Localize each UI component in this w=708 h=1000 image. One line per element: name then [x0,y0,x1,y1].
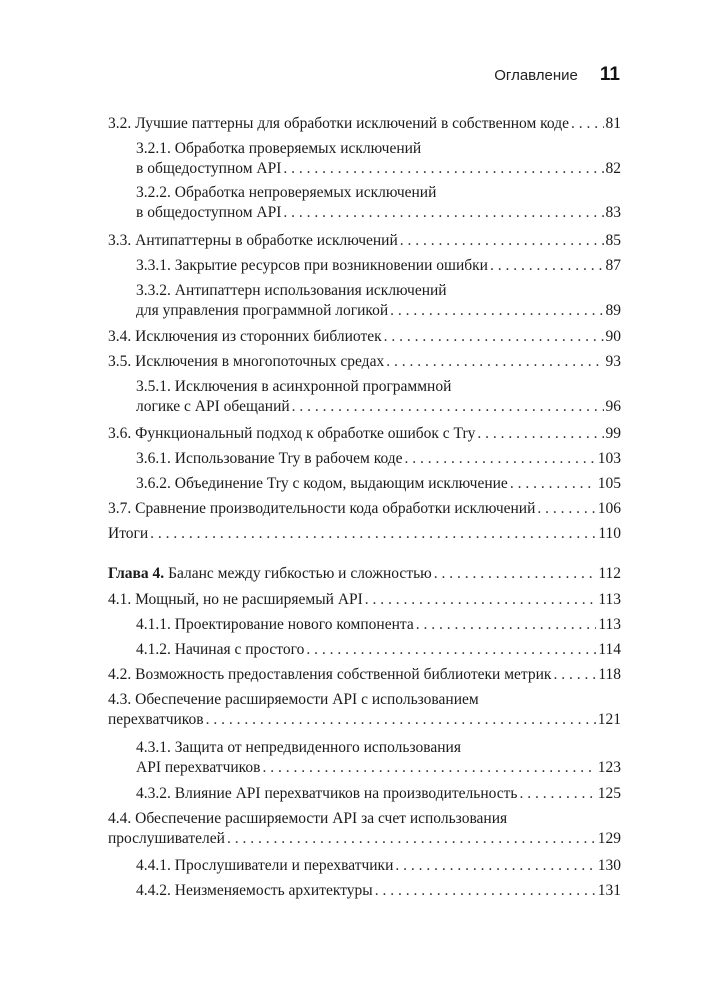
toc-page-number: 131 [597,882,621,899]
toc-entry-text: 3.2.1. Обработка проверяемых исключений [136,140,422,157]
dot-leader [227,829,596,849]
toc-entry-3-5[interactable] [108,352,621,372]
toc-entry-3-6[interactable] [108,424,621,444]
toc-entry-text: 3.3.1. Закрытие ресурсов при возникновении ошибки [136,257,488,274]
toc-entry-text: 4.1. Мощный, но не расширяемый API [108,591,363,608]
toc-entry-text: Итоги [108,525,149,542]
dot-leader [490,256,604,276]
dot-leader [537,499,595,519]
toc-entry-text-cont: для управления программной логикой [136,302,389,319]
dot-leader [365,590,597,610]
toc-entry-3-6-1[interactable] [136,449,621,469]
toc-page-number: 89 [605,302,621,319]
toc-entry-4-3-2[interactable] [136,784,621,804]
toc-entry-text: 4.4. Обеспечение расширяемости API за счет использования [108,810,508,827]
toc-entry-3-2[interactable] [108,114,621,134]
toc-entry-summary[interactable] [108,524,621,544]
toc-entry-text: 4.1.2. Начиная с простого [136,641,305,658]
toc-entry-text: 3.6.2. Объединение Try с кодом, выдающим исключение [136,475,508,492]
dot-leader [292,397,604,417]
dot-leader [434,564,597,584]
toc-page-number: 99 [605,425,621,442]
toc-page-number: 83 [605,204,621,221]
toc-page-number: 106 [597,500,621,517]
toc-entry-4-3[interactable] [108,690,621,730]
running-header-title: Оглавление [494,67,578,84]
toc-page-number: 96 [605,398,621,415]
toc-page-number: 113 [598,591,621,608]
dot-leader [510,474,596,494]
toc-entry-text-cont: API перехватчиков [136,759,261,776]
toc-entry-3-2-2[interactable] [136,183,621,223]
toc-entry-text: 3.5. Исключения в многопоточных средах [108,353,385,370]
toc-entry-text: 3.4. Исключения из сторонних библиотек [108,328,382,345]
toc-page-number: 85 [605,232,621,249]
toc-entry-text: 4.4.1. Прослушиватели и перехватчики [136,857,394,874]
toc-page-number: 82 [605,160,621,177]
toc-entry-text: Баланс между гибкостью и сложностью [168,565,432,582]
toc-page-number: 114 [598,641,621,658]
dot-leader [520,784,596,804]
toc-entry-text: 3.5.1. Исключения в асинхронной программной [136,378,452,395]
toc-entry-4-4-1[interactable] [136,856,621,876]
dot-leader [405,449,596,469]
toc-entry-3-6-2[interactable] [136,474,621,494]
toc-entry-text-cont: прослушивателей [108,830,225,847]
toc-page-number: 90 [605,328,621,345]
dot-leader [390,301,603,321]
toc-entry-3-3-1[interactable] [136,256,621,276]
toc-page-number: 125 [597,785,621,802]
dot-leader [206,710,596,730]
toc-entry-text: 3.3.2. Антипаттерн использования исключений [136,282,447,299]
dot-leader [306,640,596,660]
toc-entry-text-cont: в общедоступном API [136,160,282,177]
toc-entry-3-7[interactable] [108,499,621,519]
toc-entry-3-3-2[interactable] [136,281,621,321]
toc-entry-3-3[interactable] [108,231,621,251]
toc-entry-text: 4.4.2. Неизменяемость архитектуры [136,882,373,899]
toc-page-number: 121 [597,711,621,728]
toc-page-number: 130 [597,857,621,874]
page-number: 11 [599,64,620,85]
toc-entry-text-cont: логике с API обещаний [136,398,290,415]
toc-page-number: 113 [598,616,621,633]
toc-entry-text: 3.7. Сравнение производительности кода обработки исключений [108,500,536,517]
dot-leader [283,159,603,179]
toc-entry-text: 3.6. Функциональный подход к обработке ошибок с Try [108,425,476,442]
toc-entry-text-cont: перехватчиков [108,711,204,728]
toc-entry-text: 4.3.1. Защита от непредвиденного использования [136,739,461,756]
dot-leader [395,856,595,876]
toc-page-number: 123 [597,759,621,776]
dot-leader [384,327,604,347]
dot-leader [375,881,596,901]
toc-page-number: 87 [605,257,621,274]
toc-entry-4-2[interactable] [108,665,621,685]
toc-entry-4-4[interactable] [108,809,621,849]
toc-entry-4-1-1[interactable] [136,615,621,635]
chapter-label: Глава 4. [108,565,165,582]
toc-entry-text: 3.6.1. Использование Try в рабочем коде [136,450,403,467]
toc-page-number: 110 [598,525,621,542]
toc-page-number: 93 [605,353,621,370]
toc-entry-text: 3.2.2. Обработка непроверяемых исключений [136,184,437,201]
toc-entry-4-3-1[interactable] [136,738,621,778]
dot-leader [571,114,604,134]
toc-entry-text: 4.2. Возможность предоставления собственной библиотеки метрик [108,666,552,683]
toc-page-number: 105 [597,475,621,492]
toc-entry-text-cont: в общедоступном API [136,204,282,221]
dot-leader [400,231,604,251]
toc-entry-text: 4.3. Обеспечение расширяемости API с использованием [108,691,479,708]
toc-page-number: 103 [597,450,621,467]
dot-leader [283,203,603,223]
toc-page-number: 81 [605,115,621,132]
toc-page-number: 112 [598,565,621,582]
toc-entry-4-1-2[interactable] [136,640,621,660]
toc-entry-4-1[interactable] [108,590,621,610]
dot-leader [416,615,597,635]
toc-entry-text: 4.3.2. Влияние API перехватчиков на производительность [136,785,518,802]
dot-leader [262,758,595,778]
toc-entry-3-2-1[interactable] [136,139,621,179]
toc-entry-4-4-2[interactable] [136,881,621,901]
toc-page-number: 118 [598,666,621,683]
dot-leader [477,424,603,444]
dot-leader [386,352,603,372]
toc-page-number: 129 [597,830,621,847]
toc-entry-text: 3.3. Антипаттерны в обработке исключений [108,232,398,249]
toc-entry-text: 4.1.1. Проектирование нового компонента [136,616,414,633]
toc-entry-text: 3.2. Лучшие паттерны для обработки исключений в собственном коде [108,115,569,132]
toc-entry-3-5-1[interactable] [136,377,621,417]
dot-leader [553,665,596,685]
toc-entry-3-4[interactable] [108,327,621,347]
dot-leader [150,524,596,544]
toc-chapter-4[interactable] [108,564,621,584]
